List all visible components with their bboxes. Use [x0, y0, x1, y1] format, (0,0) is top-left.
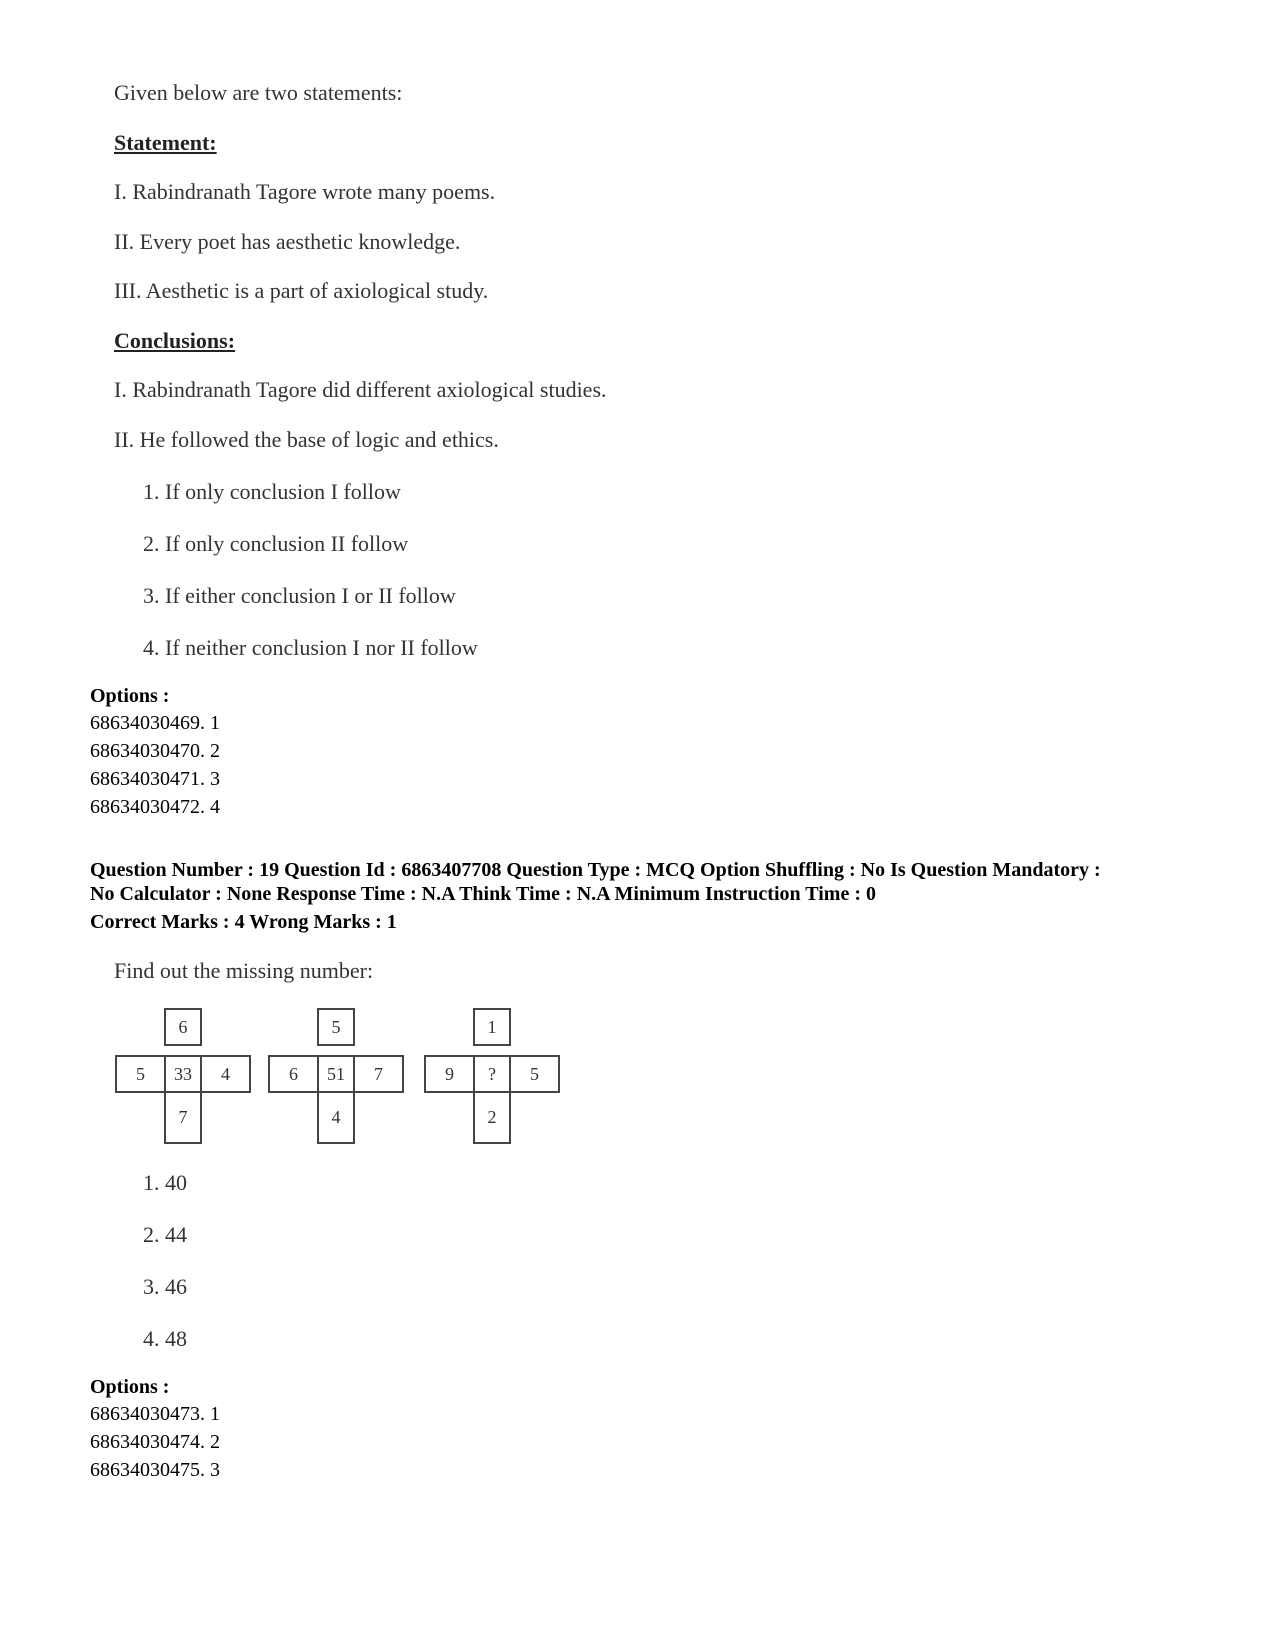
choice-4: 4. If neither conclusion I nor II follow — [143, 635, 478, 660]
option-item: 68634030469. 1 — [90, 712, 220, 734]
choice-3: 3. If either conclusion I or II follow — [143, 583, 456, 608]
statement-3: III. Aesthetic is a part of axiological study. — [114, 278, 489, 303]
question-intro: Given below are two statements: — [114, 80, 403, 105]
puzzle-cell-top: 6 — [164, 1008, 202, 1046]
puzzle-cell-center: 33 — [164, 1055, 202, 1093]
puzzle-cell-left: 5 — [115, 1055, 166, 1093]
options-label: Options : — [90, 685, 170, 707]
conclusion-2: II. He followed the base of logic and ethics. — [114, 427, 499, 452]
marks-line: Correct Marks : 4 Wrong Marks : 1 — [90, 911, 397, 933]
puzzle-cell-top: 1 — [473, 1008, 511, 1046]
puzzle-cell-center: ? — [473, 1055, 511, 1093]
statement-1: I. Rabindranath Tagore wrote many poems. — [114, 179, 496, 204]
choice-1: 1. 40 — [143, 1170, 187, 1195]
statement-2: II. Every poet has aesthetic knowledge. — [114, 229, 461, 254]
puzzle-cell-bottom: 7 — [164, 1091, 202, 1144]
puzzle-cell-right: 5 — [509, 1055, 560, 1093]
option-item: 68634030471. 3 — [90, 768, 220, 790]
puzzle-cell-left: 6 — [268, 1055, 319, 1093]
cross-puzzle-2 — [268, 1008, 404, 1144]
option-item: 68634030472. 4 — [90, 796, 220, 818]
conclusion-1: I. Rabindranath Tagore did different axiological studies. — [114, 377, 607, 402]
option-item: 68634030470. 2 — [90, 740, 220, 762]
choice-2: 2. If only conclusion II follow — [143, 531, 409, 556]
puzzle-cell-right: 4 — [200, 1055, 251, 1093]
question-meta-line-1: Question Number : 19 Question Id : 6863407708 Question Type : MCQ Option Shuffling : No Is Question Mandatory : — [90, 859, 1101, 881]
puzzle-cell-left: 9 — [424, 1055, 475, 1093]
option-item: 68634030473. 1 — [90, 1403, 220, 1425]
choice-4: 4. 48 — [143, 1326, 187, 1351]
choice-2: 2. 44 — [143, 1222, 187, 1247]
choice-3: 3. 46 — [143, 1274, 187, 1299]
statement-heading: Statement: — [114, 130, 217, 155]
options-label: Options : — [90, 1376, 170, 1398]
choice-1: 1. If only conclusion I follow — [143, 479, 401, 504]
cross-puzzle-1 — [115, 1008, 251, 1144]
puzzle-cell-bottom: 4 — [317, 1091, 355, 1144]
cross-puzzle-3 — [424, 1008, 560, 1144]
conclusion-heading: Conclusions: — [114, 328, 236, 353]
question-meta-line-2: No Calculator : None Response Time : N.A Think Time : N.A Minimum Instruction Time : 0 — [90, 883, 876, 905]
option-item: 68634030475. 3 — [90, 1459, 220, 1481]
puzzle-cell-center: 51 — [317, 1055, 355, 1093]
puzzle-cell-right: 7 — [353, 1055, 404, 1093]
option-item: 68634030474. 2 — [90, 1431, 220, 1453]
puzzle-cell-bottom: 2 — [473, 1091, 511, 1144]
puzzle-cell-top: 5 — [317, 1008, 355, 1046]
question-prompt: Find out the missing number: — [114, 958, 374, 983]
